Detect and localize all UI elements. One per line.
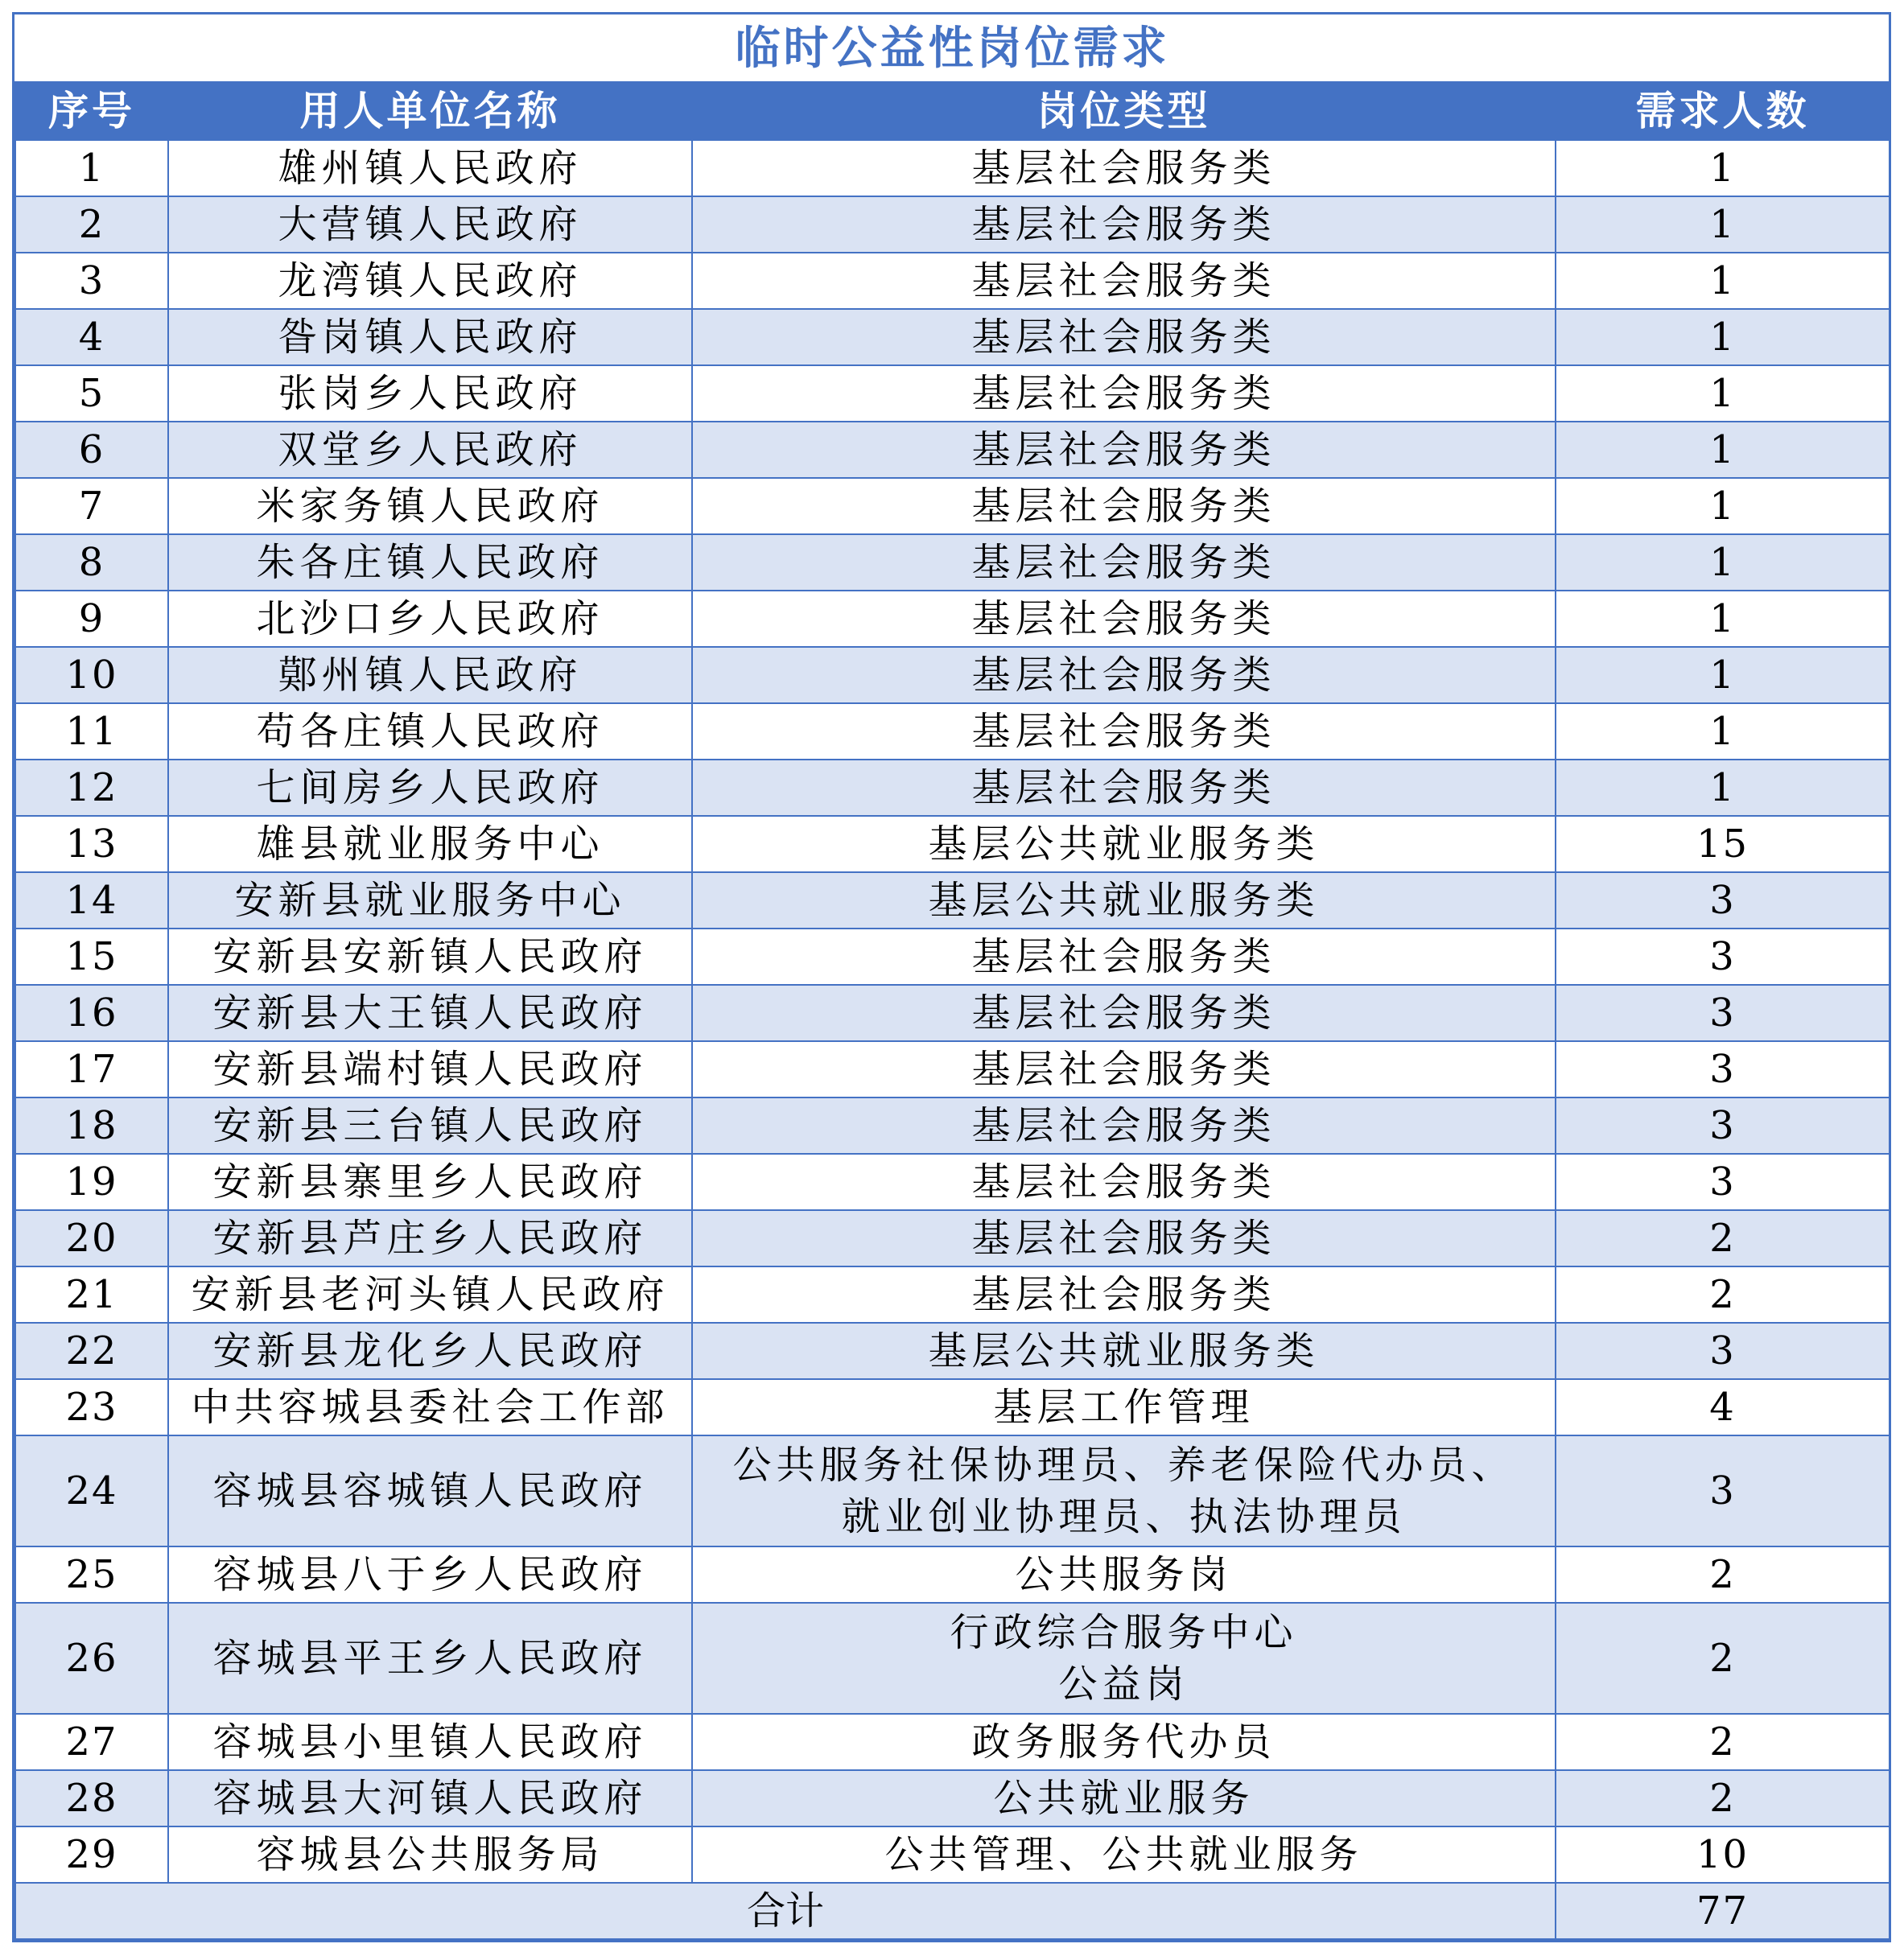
table-row bbox=[15, 140, 1890, 196]
row-number: 4 bbox=[15, 309, 168, 365]
table-row bbox=[15, 816, 1890, 872]
table-row bbox=[15, 1210, 1890, 1266]
position-type-line: 公共服务社保协理员、养老保险代办员、 bbox=[732, 1443, 1515, 1488]
required-count: 3 bbox=[1556, 1154, 1890, 1210]
position-type: 基层社会服务类 bbox=[692, 647, 1556, 703]
employer-name: 昝岗镇人民政府 bbox=[168, 309, 692, 365]
required-count: 1 bbox=[1556, 365, 1890, 422]
required-count: 1 bbox=[1556, 309, 1890, 365]
employer-name: 北沙口乡人民政府 bbox=[168, 591, 692, 647]
position-type-line: 行政综合服务中心 bbox=[950, 1610, 1298, 1655]
row-number: 10 bbox=[15, 647, 168, 703]
employer-name: 安新县寨里乡人民政府 bbox=[168, 1154, 692, 1210]
required-count: 15 bbox=[1556, 816, 1890, 872]
row-number: 11 bbox=[15, 703, 168, 760]
table-row bbox=[15, 1714, 1890, 1770]
table-row bbox=[15, 1323, 1890, 1379]
employer-name: 安新县就业服务中心 bbox=[168, 872, 692, 929]
required-count: 1 bbox=[1556, 703, 1890, 760]
row-number: 12 bbox=[15, 760, 168, 816]
header-unit: 用人单位名称 bbox=[168, 82, 692, 140]
row-number: 23 bbox=[15, 1379, 168, 1435]
position-type: 公共管理、公共就业服务 bbox=[692, 1826, 1556, 1883]
position-type: 公共就业服务 bbox=[692, 1770, 1556, 1826]
row-number: 22 bbox=[15, 1323, 168, 1379]
table-row bbox=[15, 253, 1890, 309]
row-number: 9 bbox=[15, 591, 168, 647]
row-number: 2 bbox=[15, 196, 168, 253]
position-type: 政务服务代办员 bbox=[692, 1714, 1556, 1770]
header-no: 序号 bbox=[15, 82, 168, 140]
position-type: 基层公共就业服务类 bbox=[692, 816, 1556, 872]
table-row bbox=[15, 1379, 1890, 1435]
required-count: 3 bbox=[1556, 1323, 1890, 1379]
employer-name: 容城县八于乡人民政府 bbox=[168, 1546, 692, 1603]
table-row bbox=[15, 1826, 1890, 1883]
employer-name: 安新县芦庄乡人民政府 bbox=[168, 1210, 692, 1266]
employer-name: 容城县平王乡人民政府 bbox=[168, 1603, 692, 1714]
table-row bbox=[15, 1041, 1890, 1097]
employer-name: 容城县大河镇人民政府 bbox=[168, 1770, 692, 1826]
row-number: 21 bbox=[15, 1266, 168, 1323]
position-type bbox=[692, 1603, 1556, 1714]
employer-name: 龙湾镇人民政府 bbox=[168, 253, 692, 309]
row-number: 5 bbox=[15, 365, 168, 422]
employer-name: 安新县安新镇人民政府 bbox=[168, 929, 692, 985]
required-count: 1 bbox=[1556, 478, 1890, 534]
row-number: 3 bbox=[15, 253, 168, 309]
table-row bbox=[15, 1097, 1890, 1154]
employer-name: 安新县大王镇人民政府 bbox=[168, 985, 692, 1041]
employer-name: 中共容城县委社会工作部 bbox=[168, 1379, 692, 1435]
position-type: 基层社会服务类 bbox=[692, 196, 1556, 253]
required-count: 2 bbox=[1556, 1210, 1890, 1266]
position-type: 基层社会服务类 bbox=[692, 1041, 1556, 1097]
position-type: 基层社会服务类 bbox=[692, 591, 1556, 647]
row-number: 18 bbox=[15, 1097, 168, 1154]
row-number: 15 bbox=[15, 929, 168, 985]
table-row bbox=[15, 1603, 1890, 1714]
table-row bbox=[15, 591, 1890, 647]
table-row bbox=[15, 309, 1890, 365]
table-row bbox=[15, 703, 1890, 760]
required-count: 1 bbox=[1556, 760, 1890, 816]
row-number: 8 bbox=[15, 534, 168, 591]
total-label: 合计 bbox=[15, 1883, 1556, 1939]
required-count: 3 bbox=[1556, 1041, 1890, 1097]
table-row bbox=[15, 1770, 1890, 1826]
position-type: 基层社会服务类 bbox=[692, 1266, 1556, 1323]
position-type: 基层社会服务类 bbox=[692, 365, 1556, 422]
employer-name: 米家务镇人民政府 bbox=[168, 478, 692, 534]
table-row bbox=[15, 196, 1890, 253]
employer-name: 苟各庄镇人民政府 bbox=[168, 703, 692, 760]
row-number: 19 bbox=[15, 1154, 168, 1210]
required-count: 10 bbox=[1556, 1826, 1890, 1883]
position-type: 基层社会服务类 bbox=[692, 309, 1556, 365]
table-row bbox=[15, 365, 1890, 422]
required-count: 2 bbox=[1556, 1603, 1890, 1714]
employer-name: 容城县公共服务局 bbox=[168, 1826, 692, 1883]
required-count: 2 bbox=[1556, 1266, 1890, 1323]
position-type: 基层公共就业服务类 bbox=[692, 872, 1556, 929]
position-type: 基层社会服务类 bbox=[692, 985, 1556, 1041]
required-count: 2 bbox=[1556, 1546, 1890, 1603]
employer-name: 安新县端村镇人民政府 bbox=[168, 1041, 692, 1097]
employer-name: 七间房乡人民政府 bbox=[168, 760, 692, 816]
required-count: 1 bbox=[1556, 647, 1890, 703]
employer-name: 双堂乡人民政府 bbox=[168, 422, 692, 478]
position-type-line: 就业创业协理员、执法协理员 bbox=[841, 1494, 1407, 1539]
table-row bbox=[15, 1154, 1890, 1210]
required-count: 1 bbox=[1556, 253, 1890, 309]
position-type: 基层公共就业服务类 bbox=[692, 1323, 1556, 1379]
employer-name: 安新县老河头镇人民政府 bbox=[168, 1266, 692, 1323]
row-number: 24 bbox=[15, 1435, 168, 1546]
table-row bbox=[15, 1266, 1890, 1323]
table-row bbox=[15, 985, 1890, 1041]
position-type: 基层社会服务类 bbox=[692, 140, 1556, 196]
total-count: 77 bbox=[1556, 1883, 1890, 1939]
position-type: 基层社会服务类 bbox=[692, 478, 1556, 534]
position-type: 基层社会服务类 bbox=[692, 929, 1556, 985]
table-row bbox=[15, 929, 1890, 985]
employer-name: 容城县容城镇人民政府 bbox=[168, 1435, 692, 1546]
employer-name: 容城县小里镇人民政府 bbox=[168, 1714, 692, 1770]
position-type: 基层社会服务类 bbox=[692, 534, 1556, 591]
header-count: 需求人数 bbox=[1556, 82, 1890, 140]
row-number: 28 bbox=[15, 1770, 168, 1826]
table-row bbox=[15, 534, 1890, 591]
title-row bbox=[15, 14, 1890, 82]
required-count: 3 bbox=[1556, 985, 1890, 1041]
employer-name: 安新县三台镇人民政府 bbox=[168, 1097, 692, 1154]
row-number: 7 bbox=[15, 478, 168, 534]
row-number: 20 bbox=[15, 1210, 168, 1266]
position-type: 基层社会服务类 bbox=[692, 253, 1556, 309]
position-type: 基层社会服务类 bbox=[692, 1097, 1556, 1154]
table-row bbox=[15, 478, 1890, 534]
required-count: 3 bbox=[1556, 1097, 1890, 1154]
table-row bbox=[15, 422, 1890, 478]
position-type bbox=[692, 1435, 1556, 1546]
employer-name: 鄚州镇人民政府 bbox=[168, 647, 692, 703]
row-number: 17 bbox=[15, 1041, 168, 1097]
table-row bbox=[15, 872, 1890, 929]
employer-name: 大营镇人民政府 bbox=[168, 196, 692, 253]
row-number: 25 bbox=[15, 1546, 168, 1603]
row-number: 16 bbox=[15, 985, 168, 1041]
position-type: 基层社会服务类 bbox=[692, 1210, 1556, 1266]
position-type: 基层社会服务类 bbox=[692, 422, 1556, 478]
row-number: 1 bbox=[15, 140, 168, 196]
table-row bbox=[15, 1546, 1890, 1603]
employer-name: 安新县龙化乡人民政府 bbox=[168, 1323, 692, 1379]
table-title: 临时公益性岗位需求 bbox=[15, 14, 1890, 82]
position-type: 公共服务岗 bbox=[692, 1546, 1556, 1603]
required-count: 3 bbox=[1556, 872, 1890, 929]
position-type: 基层工作管理 bbox=[692, 1379, 1556, 1435]
row-number: 29 bbox=[15, 1826, 168, 1883]
row-number: 13 bbox=[15, 816, 168, 872]
required-count: 2 bbox=[1556, 1714, 1890, 1770]
required-count: 1 bbox=[1556, 140, 1890, 196]
demand-table-sheet bbox=[12, 12, 1891, 1942]
employer-name: 雄县就业服务中心 bbox=[168, 816, 692, 872]
header-type: 岗位类型 bbox=[692, 82, 1556, 140]
total-row bbox=[15, 1883, 1890, 1939]
table-row bbox=[15, 1435, 1890, 1546]
position-type: 基层社会服务类 bbox=[692, 1154, 1556, 1210]
position-type: 基层社会服务类 bbox=[692, 760, 1556, 816]
demand-table bbox=[14, 14, 1890, 1940]
employer-name: 张岗乡人民政府 bbox=[168, 365, 692, 422]
row-number: 26 bbox=[15, 1603, 168, 1714]
row-number: 14 bbox=[15, 872, 168, 929]
employer-name: 雄州镇人民政府 bbox=[168, 140, 692, 196]
required-count: 1 bbox=[1556, 422, 1890, 478]
position-type-line: 公益岗 bbox=[1058, 1662, 1189, 1707]
required-count: 1 bbox=[1556, 591, 1890, 647]
required-count: 1 bbox=[1556, 196, 1890, 253]
required-count: 3 bbox=[1556, 929, 1890, 985]
table-row bbox=[15, 647, 1890, 703]
row-number: 6 bbox=[15, 422, 168, 478]
required-count: 1 bbox=[1556, 534, 1890, 591]
required-count: 3 bbox=[1556, 1435, 1890, 1546]
required-count: 4 bbox=[1556, 1379, 1890, 1435]
required-count: 2 bbox=[1556, 1770, 1890, 1826]
table-row bbox=[15, 760, 1890, 816]
position-type: 基层社会服务类 bbox=[692, 703, 1556, 760]
header-row bbox=[15, 82, 1890, 140]
employer-name: 朱各庄镇人民政府 bbox=[168, 534, 692, 591]
row-number: 27 bbox=[15, 1714, 168, 1770]
